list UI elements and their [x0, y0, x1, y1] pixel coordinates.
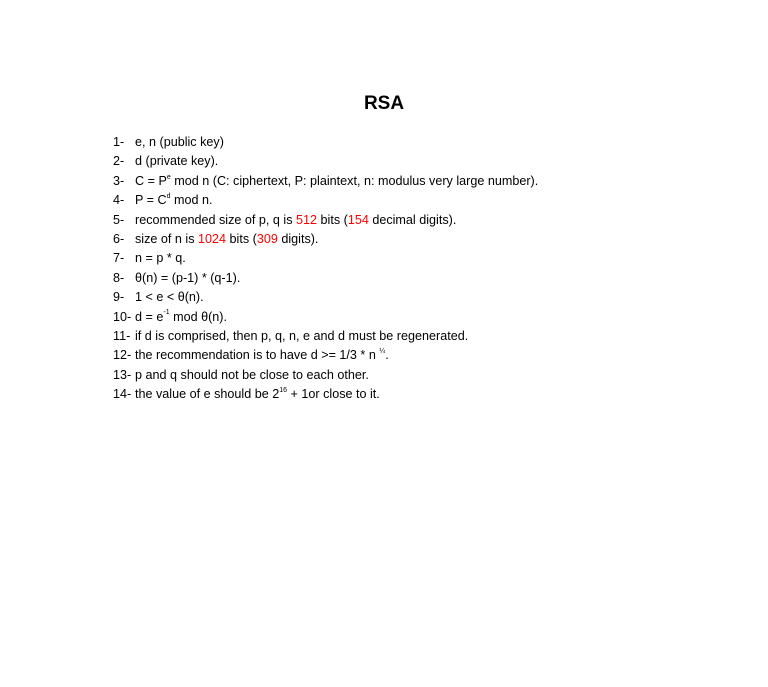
list-item-text: 1 < e < θ(n). — [135, 290, 204, 305]
list-item-number: 4- — [113, 193, 125, 208]
list-item-6 — [113, 230, 538, 249]
list-item-text: p and q should not be close to each other. — [135, 367, 369, 382]
list-item-number: 1- — [113, 135, 125, 149]
list-item-number: 6- — [113, 231, 125, 246]
list-item-number: 5- — [113, 212, 125, 227]
page-title: RSA — [363, 93, 405, 114]
list-item-4 — [113, 191, 538, 210]
rsa-facts-list — [113, 133, 538, 404]
highlighted-number: 154 — [347, 212, 369, 227]
list-item-number: 3- — [113, 173, 125, 188]
list-item-text: if d is comprised, then p, q, n, e and d must be regenerated. — [135, 328, 469, 343]
highlighted-number: 1024 — [198, 231, 227, 246]
list-item-12 — [113, 346, 538, 365]
list-item-text: n = p * q. — [135, 251, 186, 266]
list-item-number: 8- — [113, 270, 125, 285]
list-item-1 — [113, 133, 538, 152]
list-item-text: $d = e^{-1}$ mod θ(n). — [135, 309, 228, 324]
list-item-text: the value of e should be $2^{16} + 1or$ close to it. — [135, 386, 380, 402]
list-item-number: 11- — [113, 328, 131, 343]
list-item-3 — [113, 172, 538, 191]
highlighted-number: 512 — [296, 212, 318, 227]
list-item-8 — [113, 269, 538, 288]
list-item-13 — [113, 366, 538, 385]
superscript: d — [166, 192, 171, 200]
list-item-text: e, n (public key) — [135, 135, 224, 149]
list-item-number: 14- — [113, 387, 132, 402]
highlighted-number: 309 — [256, 231, 278, 246]
list-item-11 — [113, 327, 538, 346]
list-item-text: $P = C^d$ mod n. — [135, 192, 213, 208]
superscript: 16 — [279, 386, 288, 394]
list-item-text: the recommendation is to have d >= 1/3 * n $^{\frac{1}{4}}$. — [135, 348, 389, 363]
list-item-10 — [113, 308, 538, 327]
list-item-number: 9- — [113, 290, 125, 305]
list-item-9 — [113, 288, 538, 307]
list-item-text: size of n is 1024 bits (309 digits). — [135, 231, 319, 246]
list-item-text: $C = P^e$ mod n (C: ciphertext, P: plaintext, n: modulus very large number). — [135, 173, 539, 188]
list-item-7 — [113, 249, 538, 268]
list-item-2 — [113, 152, 538, 171]
list-item-number: 13- — [113, 367, 132, 382]
superscript: -1 — [163, 309, 170, 317]
list-item-number: 2- — [113, 154, 125, 169]
list-item-text: d (private key). — [135, 154, 219, 169]
list-item-14 — [113, 385, 538, 404]
list-item-number: 7- — [113, 251, 125, 266]
list-item-text: recommended size of p, q is 512 bits (154 decimal digits). — [135, 212, 457, 227]
list-item-number: 12- — [113, 348, 132, 363]
list-item-number: 10- — [113, 309, 132, 324]
list-item-text: θ(n) = (p-1) * (q-1). — [135, 270, 241, 285]
list-item-5 — [113, 211, 538, 230]
superscript: e — [166, 173, 171, 181]
superscript: ¼ — [379, 348, 386, 356]
